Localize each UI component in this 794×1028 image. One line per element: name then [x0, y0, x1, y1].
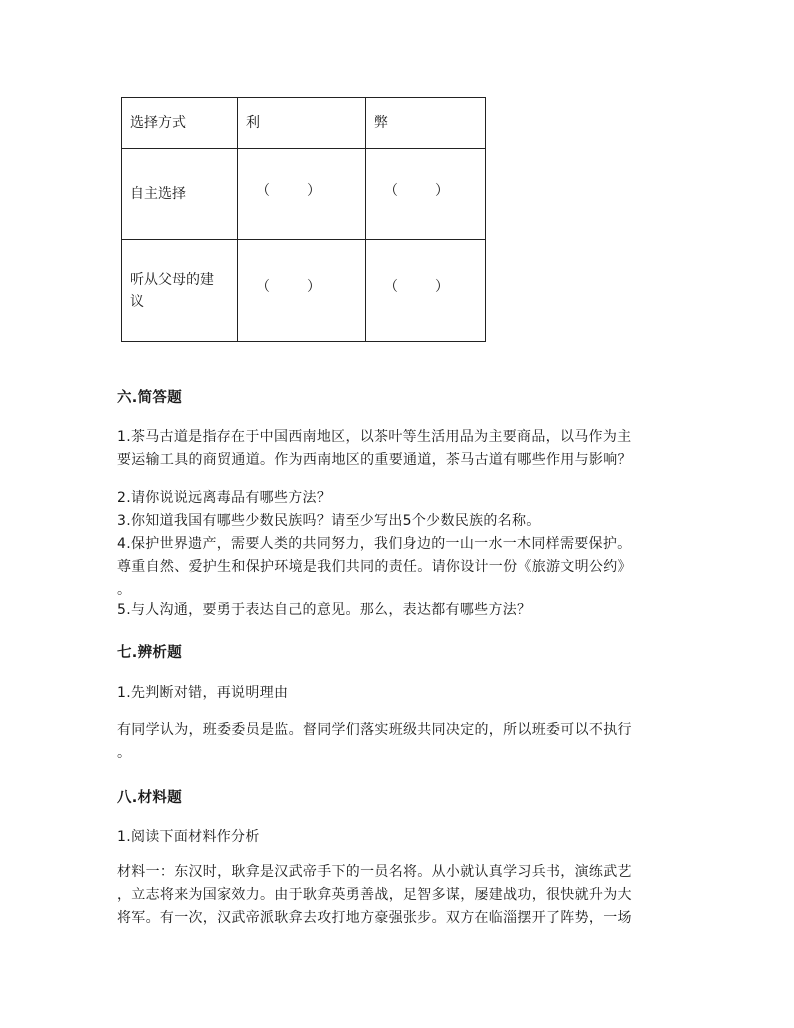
statement-line: 。	[117, 745, 132, 761]
open-paren: （	[255, 279, 270, 295]
analysis-question-1: 1.先判断对错，再说明理由	[117, 685, 289, 701]
open-paren: （	[255, 182, 270, 199]
answer-blank-disadvantage[interactable]	[366, 240, 486, 342]
header-disadvantage: 弊	[366, 98, 486, 149]
table-header-row	[122, 98, 486, 149]
row-label-line: 议	[130, 293, 144, 310]
header-choice-method: 选择方式	[122, 98, 238, 149]
close-paren: ）	[435, 182, 449, 199]
section-title-short-answer: 六.简答题	[117, 390, 183, 406]
material-line: 材料一：东汉时，耿弇是汉武帝手下的一员名将。从小就认真学习兵书，演练武艺	[117, 864, 632, 880]
material-line: 将军。有一次，汉武帝派耿弇去攻打地方豪强张步。双方在临淄摆开了阵势，一场	[117, 910, 632, 926]
section-title-material: 八.材料题	[117, 790, 183, 806]
question-5: 5.与人沟通，要勇于表达自己的意见。那么，表达都有哪些方法？	[117, 602, 532, 618]
analysis-statement	[117, 719, 687, 765]
question-line: 1.茶马古道是指存在于中国西南地区，以茶叶等生活用品为主要商品，以马作为主	[117, 429, 632, 445]
close-paren: ）	[435, 279, 449, 295]
row-label-self-choice: 自主选择	[122, 149, 238, 240]
question-line: 。	[117, 582, 132, 598]
open-paren: （	[384, 182, 398, 199]
question-4	[117, 533, 687, 602]
row-label-parents-advice	[122, 240, 238, 342]
material-question-1: 1.阅读下面材料作分析	[117, 829, 260, 845]
row-label-line: 听从父母的建	[130, 271, 214, 288]
open-paren: （	[384, 279, 398, 295]
answer-blank-advantage[interactable]	[237, 240, 365, 342]
close-paren: ）	[306, 182, 321, 199]
answer-blank-advantage[interactable]	[237, 149, 365, 240]
close-paren: ）	[306, 279, 321, 295]
table-row	[122, 149, 486, 240]
question-3: 3.你知道我国有哪些少数民族吗？请至少写出5个少数民族的名称。	[117, 513, 541, 529]
section-title-analysis: 七.辨析题	[117, 645, 183, 661]
header-advantage: 利	[237, 98, 365, 149]
material-line: ，立志将来为国家效力。由于耿弇英勇善战，足智多谋，屡建战功，很快就升为大	[117, 887, 632, 903]
material-text	[117, 861, 687, 930]
choice-table	[121, 97, 486, 342]
question-line: 4.保护世界遗产，需要人类的共同努力，我们身边的一山一水一木同样需要保护。	[117, 536, 632, 552]
question-line: 要运输工具的商贸通道。作为西南地区的重要通道，茶马古道有哪些作用与影响？	[117, 452, 632, 468]
statement-line: 有同学认为，班委委员是监。督同学们落实班级共同决定的，所以班委可以不执行	[117, 722, 632, 738]
question-2: 2.请你说说远离毒品有哪些方法？	[117, 490, 332, 506]
question-1	[117, 426, 687, 472]
question-line: 尊重自然、爱护生和保护环境是我们共同的责任。请你设计一份《旅游文明公约》	[117, 559, 632, 575]
table-row	[122, 240, 486, 342]
answer-blank-disadvantage[interactable]	[366, 149, 486, 240]
